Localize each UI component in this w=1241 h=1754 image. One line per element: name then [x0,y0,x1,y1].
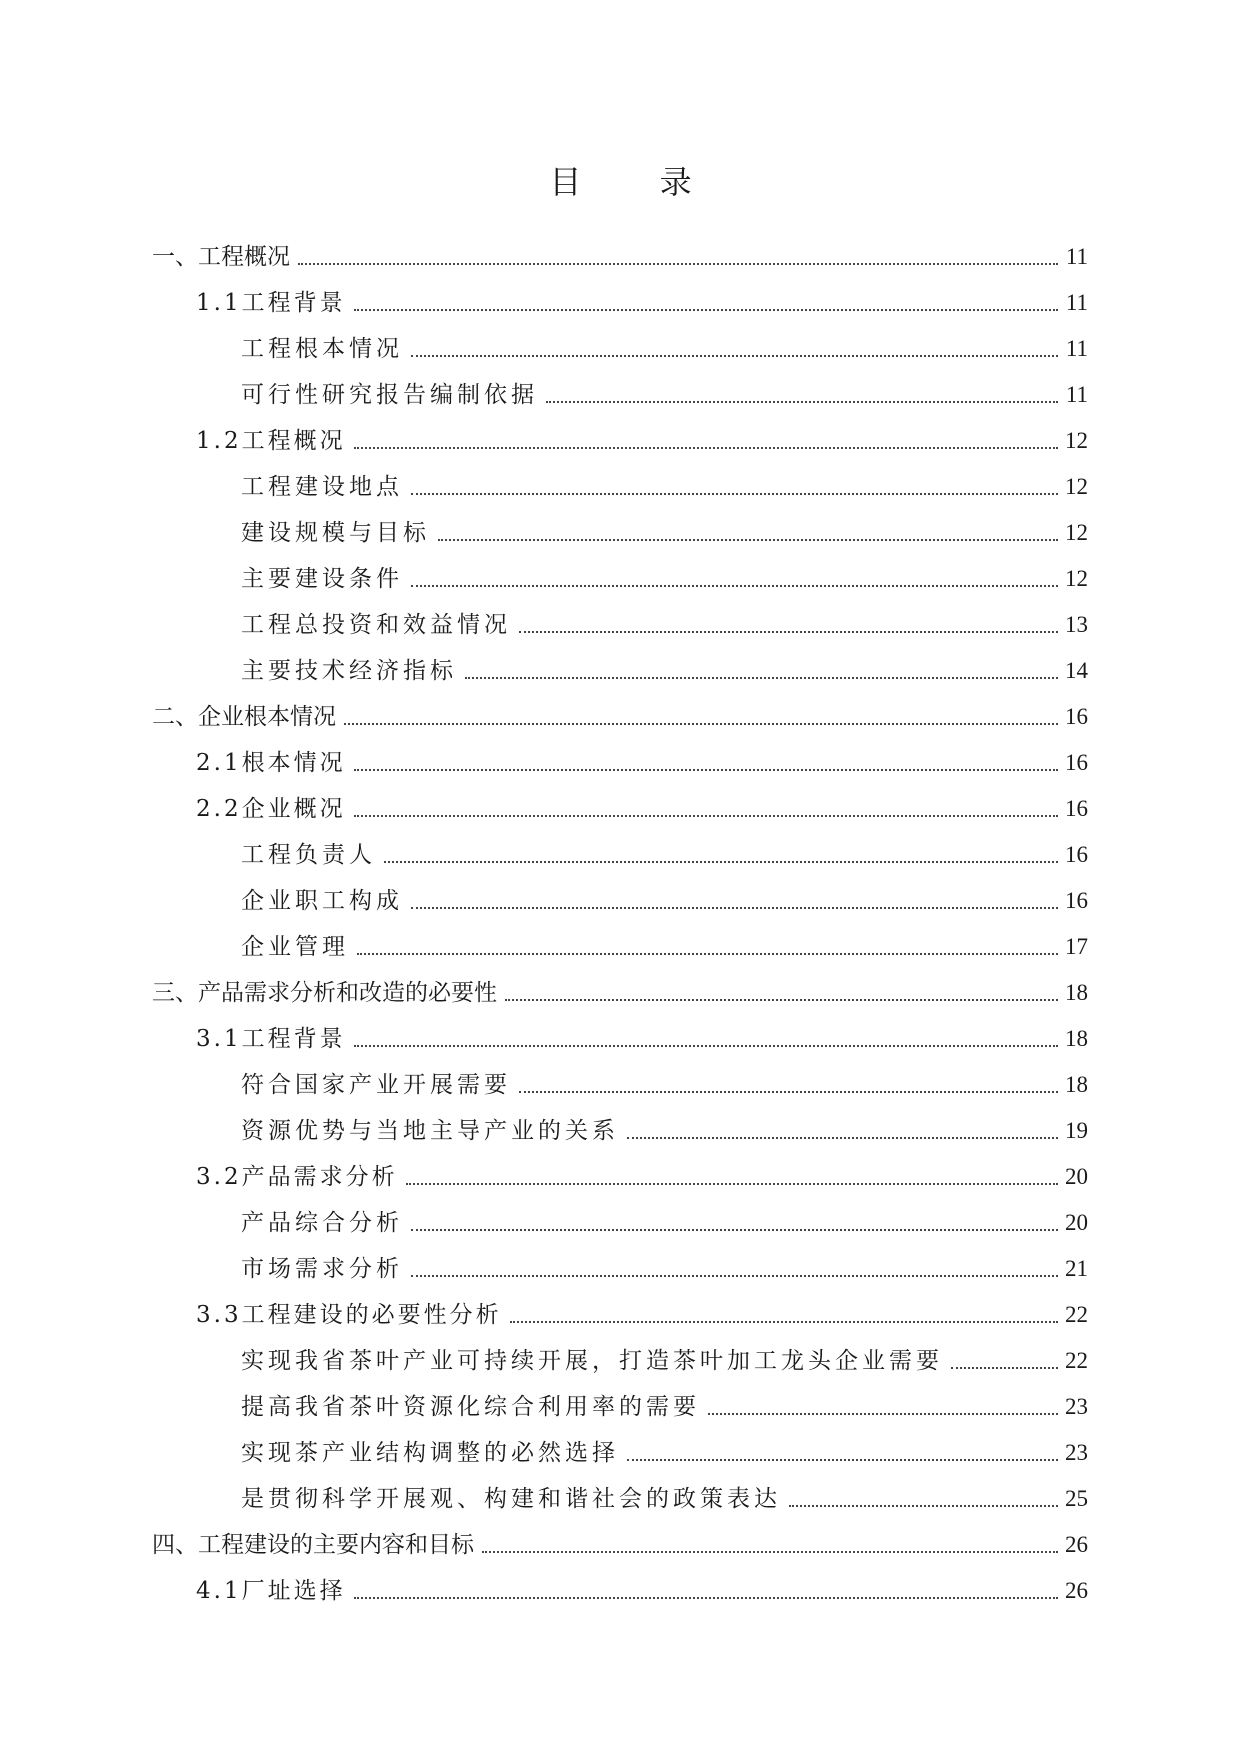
toc-entry[interactable] [152,1330,1088,1376]
toc-dot-leader [357,953,1058,955]
toc-entry[interactable] [152,1146,1088,1192]
toc-entry-label: 市场需求分析 [241,1256,403,1282]
toc-entry[interactable] [152,962,1088,1008]
toc-entry-page-number: 13 [1065,612,1088,637]
toc-entry-page-number: 25 [1065,1486,1088,1511]
toc-entry-page-number: 23 [1065,1440,1088,1465]
toc-entry-label: 是贯彻科学开展观、构建和谐社会的政策表达 [241,1486,781,1512]
toc-entry[interactable] [152,1560,1088,1606]
toc-entry[interactable] [152,548,1088,594]
toc-entry-page-number: 16 [1065,842,1088,867]
toc-entry[interactable] [152,272,1088,318]
toc-entry[interactable] [152,364,1088,410]
toc-entry-page-number: 16 [1065,750,1088,775]
toc-entry-page-number: 12 [1065,566,1088,591]
toc-entry-page-number: 20 [1065,1210,1088,1235]
toc-dot-leader [354,447,1058,449]
toc-entry-page-number: 21 [1065,1256,1088,1281]
toc-entry-page-number: 22 [1065,1348,1088,1373]
toc-entry-page-number: 16 [1065,888,1088,913]
table-of-contents [152,226,1088,1606]
toc-entry-page-number: 18 [1065,1072,1088,1097]
toc-entry[interactable] [152,916,1088,962]
toc-entry-label: 工程建设地点 [241,474,403,500]
toc-entry-label: 2.2企业概况 [196,796,346,822]
toc-dot-leader [298,263,1058,265]
toc-entry[interactable] [152,226,1088,272]
toc-dot-leader [519,1091,1058,1093]
toc-entry-page-number: 17 [1065,934,1088,959]
toc-entry-label: 工程负责人 [241,842,376,868]
toc-entry[interactable] [152,824,1088,870]
toc-entry-page-number: 11 [1065,244,1088,269]
toc-entry[interactable] [152,686,1088,732]
toc-dot-leader [406,1183,1058,1185]
toc-entry-page-number: 18 [1065,1026,1088,1051]
toc-entry-label: 3.2产品需求分析 [196,1164,398,1190]
toc-entry-page-number: 12 [1065,474,1088,499]
toc-dot-leader [411,585,1058,587]
toc-dot-leader [627,1137,1058,1139]
toc-entry[interactable] [152,1376,1088,1422]
toc-entry-label: 主要建设条件 [241,566,403,592]
toc-entry-label: 4.1厂址选择 [196,1578,346,1604]
toc-entry-page-number: 14 [1065,658,1088,683]
toc-entry[interactable] [152,1514,1088,1560]
toc-entry[interactable] [152,1238,1088,1284]
toc-entry-page-number: 12 [1065,428,1088,453]
toc-dot-leader [411,907,1058,909]
toc-entry-label: 资源优势与当地主导产业的关系 [241,1118,619,1144]
toc-entry-page-number: 12 [1065,520,1088,545]
toc-entry-label: 企业管理 [241,934,349,960]
toc-dot-leader [354,1597,1058,1599]
toc-dot-leader [411,1275,1058,1277]
toc-entry-page-number: 26 [1065,1578,1088,1603]
toc-dot-leader [354,815,1058,817]
toc-entry-page-number: 11 [1065,382,1088,407]
toc-entry-label: 四、工程建设的主要内容和目标 [152,1532,474,1558]
toc-entry[interactable] [152,1422,1088,1468]
toc-entry[interactable] [152,1284,1088,1330]
toc-entry-label: 1.2工程概况 [196,428,346,454]
toc-dot-leader [411,1229,1058,1231]
toc-entry-label: 实现我省茶叶产业可持续开展，打造茶叶加工龙头企业需要 [241,1348,943,1374]
toc-entry-page-number: 26 [1065,1532,1088,1557]
toc-entry-label: 建设规模与目标 [241,520,430,546]
toc-entry-label: 符合国家产业开展需要 [241,1072,511,1098]
toc-dot-leader [505,999,1058,1001]
toc-entry[interactable] [152,318,1088,364]
toc-entry-label: 工程总投资和效益情况 [241,612,511,638]
toc-dot-leader [546,401,1058,403]
toc-dot-leader [510,1321,1058,1323]
toc-entry[interactable] [152,1054,1088,1100]
toc-entry-label: 企业职工构成 [241,888,403,914]
toc-dot-leader [627,1459,1058,1461]
toc-entry-page-number: 22 [1065,1302,1088,1327]
toc-entry[interactable] [152,594,1088,640]
page-title: 目 录 [549,163,726,201]
toc-entry-label: 可行性研究报告编制依据 [241,382,538,408]
toc-dot-leader [354,1045,1058,1047]
toc-entry-label: 三、产品需求分析和改造的必要性 [152,980,497,1006]
toc-entry[interactable] [152,870,1088,916]
toc-dot-leader [354,769,1058,771]
toc-entry-label: 3.1工程背景 [196,1026,346,1052]
toc-dot-leader [789,1505,1058,1507]
toc-entry[interactable] [152,502,1088,548]
toc-dot-leader [411,355,1058,357]
toc-dot-leader [384,861,1058,863]
toc-entry-page-number: 16 [1065,796,1088,821]
toc-dot-leader [519,631,1058,633]
toc-entry[interactable] [152,778,1088,824]
toc-entry-page-number: 20 [1065,1164,1088,1189]
toc-entry-label: 提高我省茶叶资源化综合利用率的需要 [241,1394,700,1420]
toc-entry[interactable] [152,1192,1088,1238]
toc-entry-label: 产品综合分析 [241,1210,403,1236]
toc-dot-leader [438,539,1058,541]
toc-dot-leader [411,493,1058,495]
toc-entry[interactable] [152,456,1088,502]
toc-entry-page-number: 18 [1065,980,1088,1005]
toc-entry-label: 2.1根本情况 [196,750,346,776]
toc-entry-label: 1.1工程背景 [196,290,346,316]
toc-entry[interactable] [152,1468,1088,1514]
toc-entry-label: 实现茶产业结构调整的必然选择 [241,1440,619,1466]
toc-entry[interactable] [152,732,1088,778]
toc-entry[interactable] [152,410,1088,456]
toc-entry-page-number: 11 [1065,290,1088,315]
toc-entry-page-number: 16 [1065,704,1088,729]
toc-entry-label: 二、企业根本情况 [152,704,336,730]
toc-dot-leader [354,309,1058,311]
toc-entry-page-number: 19 [1065,1118,1088,1143]
toc-dot-leader [344,723,1058,725]
toc-entry-label: 一、工程概况 [152,244,290,270]
toc-dot-leader [482,1551,1058,1553]
toc-entry-page-number: 23 [1065,1394,1088,1419]
toc-entry-page-number: 11 [1065,336,1088,361]
toc-dot-leader [708,1413,1058,1415]
toc-dot-leader [465,677,1058,679]
toc-dot-leader [951,1367,1058,1369]
toc-entry[interactable] [152,1100,1088,1146]
toc-entry-label: 3.3工程建设的必要性分析 [196,1302,502,1328]
toc-entry[interactable] [152,640,1088,686]
toc-entry-label: 工程根本情况 [241,336,403,362]
toc-entry-label: 主要技术经济指标 [241,658,457,684]
toc-entry[interactable] [152,1008,1088,1054]
